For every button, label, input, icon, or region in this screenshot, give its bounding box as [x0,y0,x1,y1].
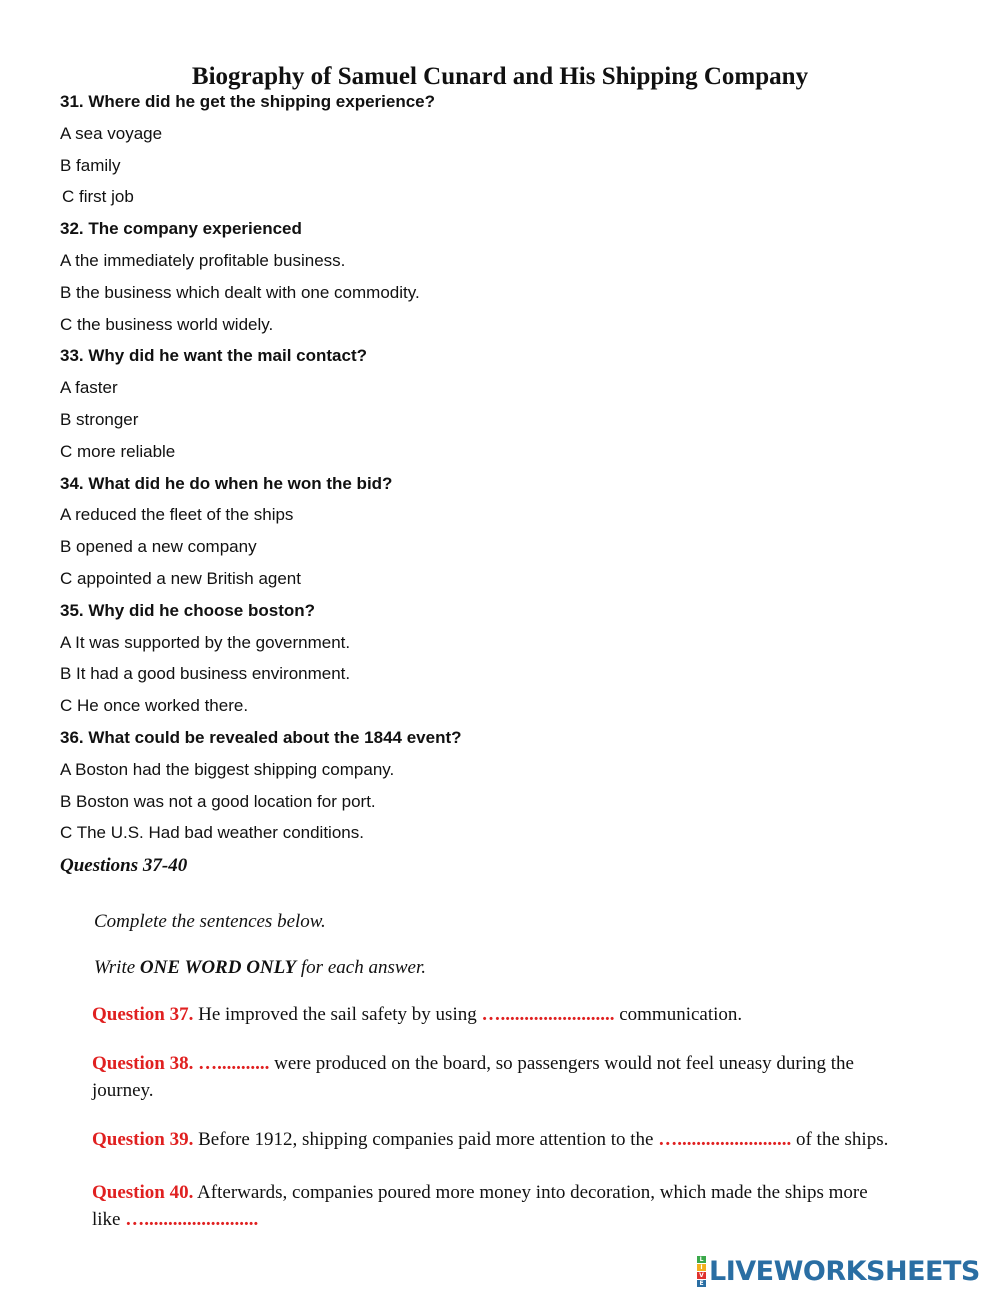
question-39-before: Before 1912, shipping companies paid more attention to the [193,1129,659,1150]
question-33: 33. Why did he want the mail contact? [60,346,367,366]
option-35-a: A It was supported by the government. [60,632,351,652]
option-33-c: C more reliable [60,441,176,461]
option-35-b: B It had a good business environment. [60,664,351,684]
question-32: 32. The company experienced [60,219,302,239]
option-31-b: B family [60,155,121,175]
option-31-c: C first job [62,187,134,207]
option-32-b: B the business which dealt with one commodity. [60,282,420,302]
question-38-label: Question 38. [92,1053,194,1074]
logo-mark-icon [697,1256,706,1287]
logo-mark-l: L [697,1256,706,1263]
question-37-label: Question 37. [92,1004,194,1025]
question-39-after: of the ships. [791,1129,889,1150]
question-38-after: were produced on the board, so passengers would not feel uneasy during the journey. [92,1053,854,1101]
question-40-blank[interactable]: …........................ [125,1209,259,1230]
question-34: 34. What did he do when he won the bid? [60,473,393,493]
option-33-b: B stronger [60,409,139,429]
option-34-b: B opened a new company [60,537,257,557]
option-32-a: A the immediately profitable business. [60,250,346,270]
option-33-a: A faster [60,378,118,398]
option-35-c: C He once worked there. [60,696,249,716]
section-heading: Questions 37-40 [60,855,188,876]
instruction-pre: Write [94,957,140,978]
question-37-before: He improved the sail safety by using [193,1004,482,1025]
question-39-label: Question 39. [92,1129,194,1150]
option-34-a: A reduced the fleet of the ships [60,505,294,525]
gap-question-37 [92,1001,900,1028]
option-32-c: C the business world widely. [60,314,274,334]
gap-question-40 [92,1179,900,1233]
logo-mark-e: E [697,1280,706,1287]
question-39-blank[interactable]: …........................ [658,1129,792,1150]
question-37-blank[interactable]: …........................ [481,1004,615,1025]
option-36-a: A Boston had the biggest shipping company. [60,759,395,779]
option-36-b: B Boston was not a good location for port. [60,791,376,811]
question-36: 36. What could be revealed about the 1844 event? [60,727,462,747]
liveworksheets-logo[interactable] [697,1254,980,1288]
logo-mark-i: I [697,1264,706,1271]
gap-question-39 [92,1126,900,1153]
option-34-c: C appointed a new British agent [60,568,301,588]
question-40-label: Question 40. [92,1182,194,1203]
gap-question-38 [92,1050,900,1104]
instruction-complete: Complete the sentences below. [94,911,326,932]
instruction-bold: ONE WORD ONLY [139,957,297,978]
logo-text: LIVEWORKSHEETS [709,1255,980,1287]
question-35: 35. Why did he choose boston? [60,600,316,620]
question-40-before: Afterwards, companies poured more money into decoration, which made the ships more like [92,1182,868,1230]
option-36-c: C The U.S. Had bad weather conditions. [60,823,364,843]
logo-mark-v: V [697,1272,706,1279]
option-31-a: A sea voyage [60,123,163,143]
page-title: Biography of Samuel Cunard and His Shipping Company [191,63,809,90]
multiple-choice-section [60,91,960,854]
question-37-after: communication. [614,1004,743,1025]
question-38-blank[interactable]: …........... [198,1053,270,1074]
instruction-post: for each answer. [296,957,426,978]
question-31: 31. Where did he get the shipping experience? [60,92,436,111]
instruction-word-limit [94,957,426,979]
